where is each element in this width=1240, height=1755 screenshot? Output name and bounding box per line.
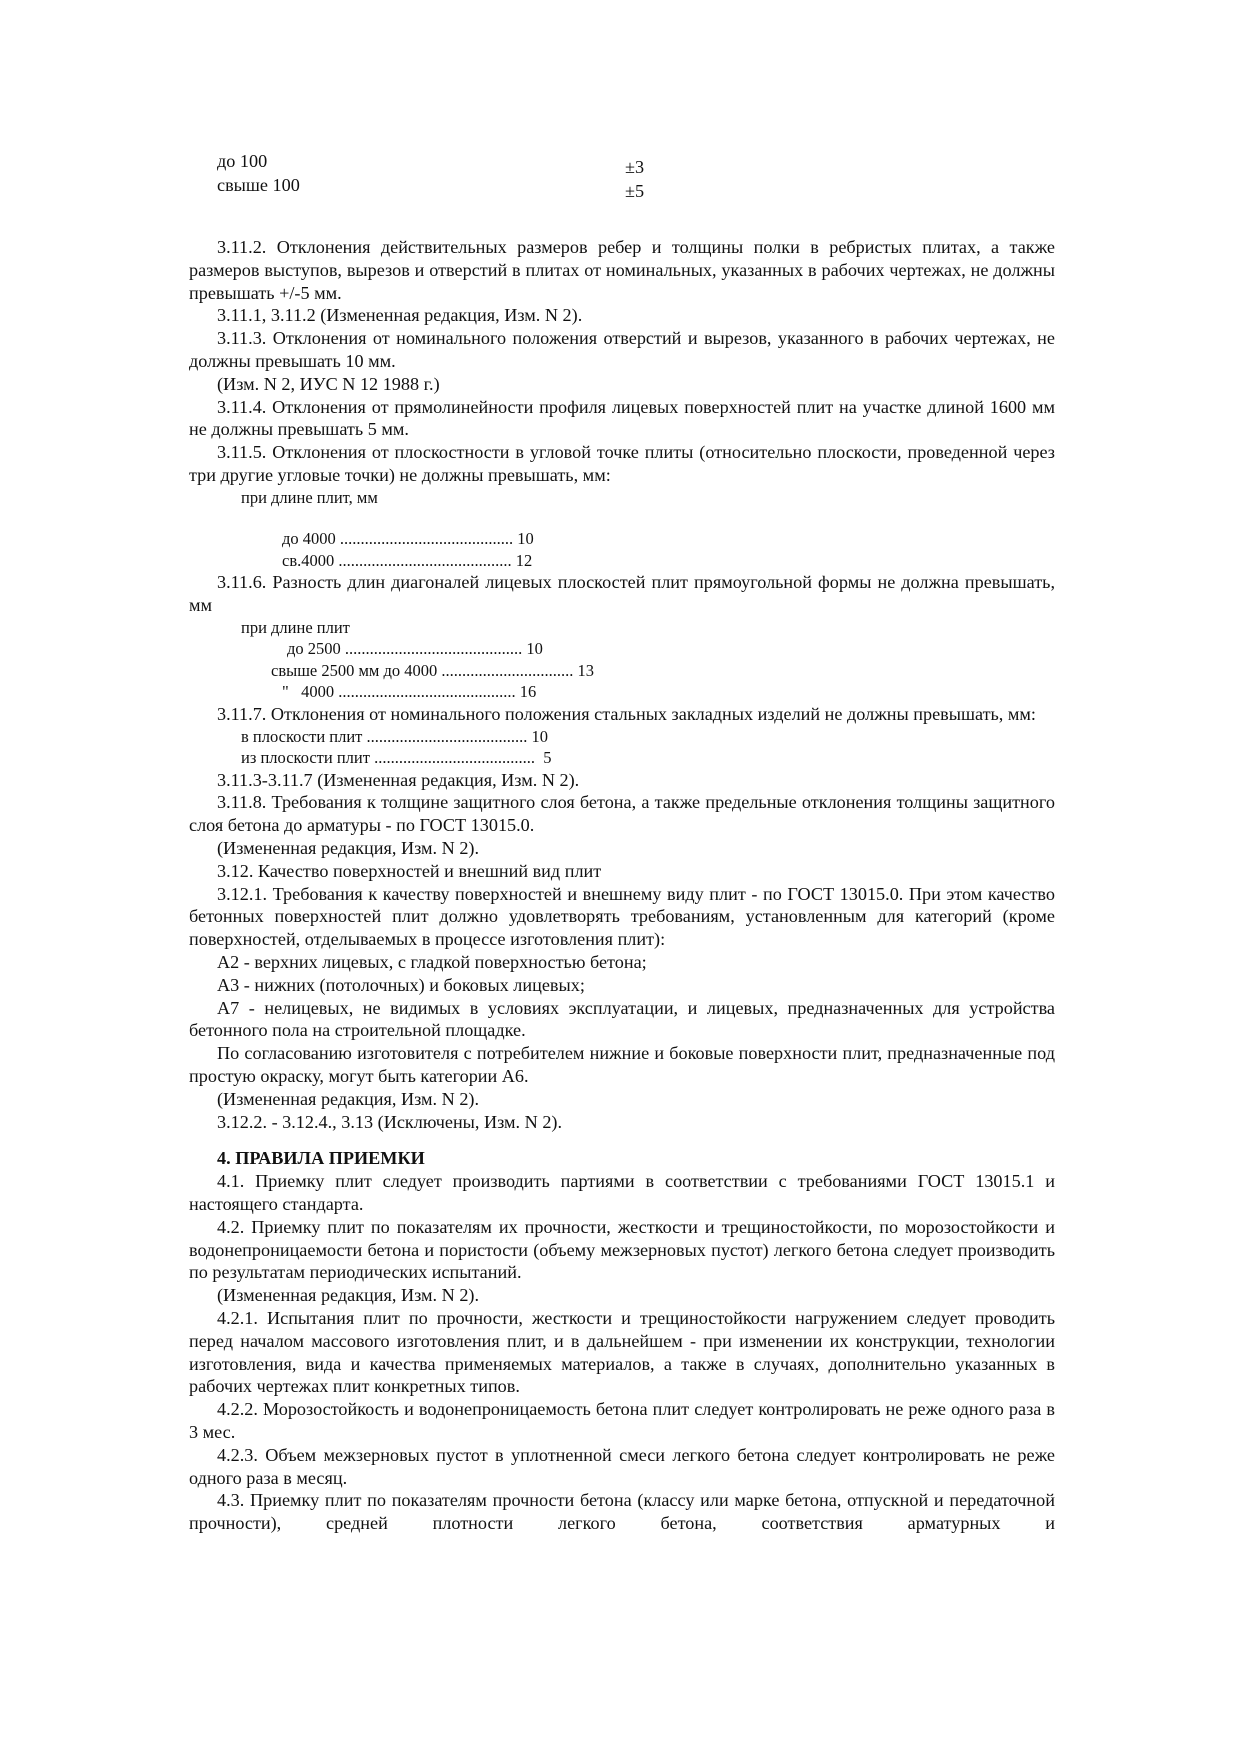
paragraph-agreement: По согласованию изготовителя с потребителем нижние и боковые поверхности плит, предназначенные под простую окраску, могут быть категории А6. [189,1043,1055,1087]
paragraph-4-2-1: 4.2.1. Испытания плит по прочности, жесткости и трещиностойкости нагружением следует проводить перед началом массового изготовления плит, и в дальнейшем - при изменении их конструкции, технологии изготовления, вида и качества применяемых материалов, а также в случаях, дополнительно указанных в рабочих чертежах плит конкретных типов. [189,1307,1055,1397]
paragraph-3-11-8: 3.11.8. Требования к толщине защитного слоя бетона, а также предельные отклонения толщины защитного слоя бетона до арматуры - по ГОСТ 13015.0. [189,792,1055,836]
tolerance-label: до 100 [217,151,268,171]
tolerance-row-1 [189,150,1055,177]
paragraph-4-2-2: 4.2.2. Морозостойкость и водонепроницаемость бетона плит следует контролировать не реже одного раза в 3 мес. [189,1399,1055,1442]
tolerance-value: ±5 [625,181,645,201]
paragraph-4-2-3: 4.2.3. Объем межзерновых пустот в уплотненной смеси легкого бетона следует контролировать не реже одного раза в месяц. [189,1444,1055,1488]
table-3-row: в плоскости плит ....................................... 10 [241,726,549,746]
paragraph-4-1: 4.1. Приемку плит следует производить партиями в соответствии с требованиями ГОСТ 13015.1 и настоящего стандарта. [189,1171,1055,1214]
table-2-row: свыше 2500 мм до 4000 ................................ 13 [271,660,595,680]
paragraph-3-11-6: 3.11.6. Разность длин диагоналей лицевых плоскостей плит прямоугольной формы не должна превышать, мм [189,572,1055,616]
note-3-11-3-7: 3.11.3-3.11.7 (Измененная редакция, Изм. N 2). [217,769,580,790]
category-a3: А3 - нижних (потолочных) и боковых лицевых; [217,974,585,995]
note-amendment: (Измененная редакция, Изм. N 2). [217,1088,480,1109]
table-2-row: " 4000 ........................................... 16 [282,682,537,702]
table-2-row: до 2500 ........................................... 10 [287,639,543,659]
paragraph-3-12: 3.12. Качество поверхностей и внешний вид плит [217,860,602,881]
table-1-row: до 4000 .......................................... 10 [282,529,534,549]
paragraph-4-2: 4.2. Приемку плит по показателям их прочности, жесткости и трещиностойкости, по морозостойкости и водонепроницаемости бетона и пористости (объему межзерновых пустот) легкого бетона следует производить по результатам периодических испытаний. [189,1216,1055,1283]
note-3-11-3: (Изм. N 2, ИУС N 12 1988 г.) [217,373,440,394]
tolerance-row-2 [189,174,1055,201]
paragraph-3-11-4: 3.11.4. Отклонения от прямолинейности профиля лицевых поверхностей плит на участке длиной 1600 мм не должны превышать 5 мм. [189,396,1055,440]
table-1-header: при длине плит, мм [241,487,378,507]
note-amendment: (Измененная редакция, Изм. N 2). [217,838,480,859]
section-4-heading: 4. ПРАВИЛА ПРИЕМКИ [217,1148,425,1169]
paragraph-3-11-2: 3.11.2. Отклонения действительных размеров ребер и толщины полки в ребристых плитах, а также размеров выступов, вырезов и отверстий в плитах от номинальных, указанных в рабочих чертежах, не должны превышать +/-5 мм. [189,237,1055,303]
paragraph-4-3: 4.3. Приемку плит по показателям прочности бетона (классу или марке бетона, отпускной и передаточной прочности), средней плотности легкого бетона, соответствия арматурных и [189,1490,1055,1534]
paragraph-3-11-3: 3.11.3. Отклонения от номинального положения отверстий и вырезов, указанного в рабочих чертежах, не должны превышать 10 мм. [189,328,1055,371]
table-2-header: при длине плит [241,617,350,637]
paragraph-3-11-7: 3.11.7. Отклонения от номинального положения стальных закладных изделий не должны превышать, мм: [217,703,1036,724]
tolerance-value: ±3 [625,157,645,177]
table-1-row: св.4000 .......................................... 12 [282,550,533,570]
document-body [189,150,1055,1535]
category-a7: А7 - нелицевых, не видимых в условиях эксплуатации, и лицевых, предназначенных для устройства бетонного пола на строительной площадке. [189,997,1055,1041]
tolerance-label: свыше 100 [217,175,300,195]
paragraph-3-12-1: 3.12.1. Требования к качеству поверхностей и внешнему виду плит - по ГОСТ 13015.0. При этом качество бетонных поверхностей плит должно удовлетворять требованиям, установленным для категорий (кроме поверхностей, отделываемых в процессе изготовления плит): [189,883,1055,950]
note-3-11-1: 3.11.1, 3.11.2 (Измененная редакция, Изм. N 2). [217,305,583,326]
note-amendment: (Измененная редакция, Изм. N 2). [217,1285,480,1306]
paragraph-3-11-5: 3.11.5. Отклонения от плоскостности в угловой точке плиты (относительно плоскости, проведенной через три другие угловые точки) не должны превышать, мм: [189,442,1055,485]
category-a2: А2 - верхних лицевых, с гладкой поверхностью бетона; [217,952,647,973]
table-3-row: из плоскости плит ....................................... 5 [241,748,552,768]
note-excluded: 3.12.2. - 3.12.4., 3.13 (Исключены, Изм. N 2). [217,1111,563,1132]
